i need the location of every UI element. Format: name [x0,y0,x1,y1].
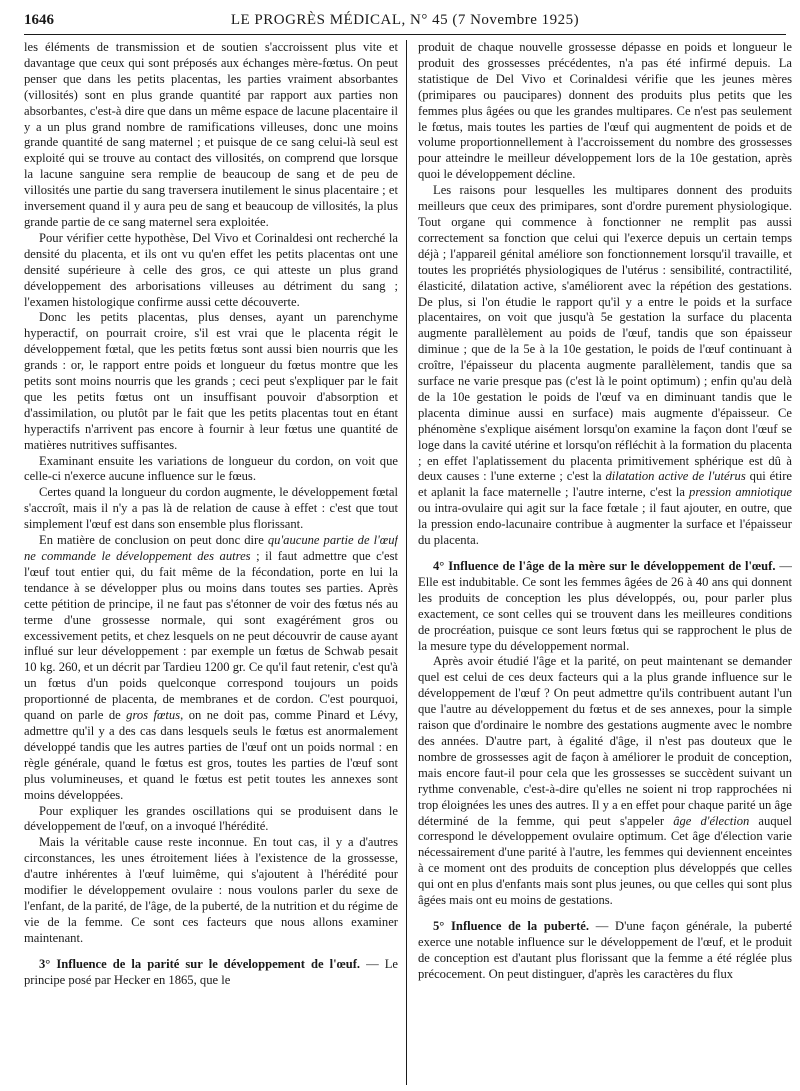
paragraph [24,40,398,231]
page-number: 1646 [24,12,54,28]
text-run: Après avoir étudié l'âge et la parité, on peut maintenant se demander quel est celui de ces deux facteurs qui a la plus grande influence sur le développement de l'œuf ? On peut admettre qu'ils contribuent autant l'un que l'autre au développement du fœtus et de ses annexes, pour la simple raison que d'ordinaire le nombre des gestations augmente avec le nombre des années. D'autre part, à égalité d'âge, il n'est pas douteux que le nombre de grossesses agit de façon à améliorer le produit de conception, mais encore faut-il pour cela que les grossesses se succèdent suivant un rythme convenable, c'est-à-dire qu'elles ne soient ni trop rapprochées ni trop éloignées les unes des autres. Il y a en effet pour chaque parité un âge déterminé de la femme, qui peut s'appeler [418,654,792,828]
paragraph [24,454,398,486]
emphasis: âge d'élection [673,813,750,828]
paragraph [24,835,398,946]
section-heading: 3° Influence de la parité sur le développement de l'œuf. [39,956,361,971]
right-column [418,40,792,1085]
paragraph [24,485,398,533]
emphasis: qu'aucune partie de l'œuf ne commande le développement des autres [24,533,398,563]
paragraph [24,533,398,803]
text-run: — Elle est indubitable. Ce sont les femmes âgées de 26 à 40 ans qui donnent les produits de conception les plus développés, ou, pour parler plus exactement, ce sont celles qui se trouvent dans les meilleures conditions de procréation, puisque ce sont leurs fœtus qui se rapprochent le plus de la mesure type du développement normal. [418,559,792,653]
paragraph [24,231,398,311]
paragraph [24,804,398,836]
text-run: — D'une façon générale, la puberté exerce une notable influence sur le développement de l'œuf, et le produit de conception est d'autant plus florissant que la femme a été réglée plus précocement. On peut distinguer, d'après les caractères du flux [418,918,792,981]
paragraph [418,654,792,909]
text-run: En matière de conclusion on peut donc dire [39,533,268,548]
emphasis: pression amniotique [689,485,792,500]
page-header [24,10,786,35]
text-run: — Le principe posé par Hecker en 1865, que le [24,956,398,987]
section-heading: 5° Influence de la puberté. [433,918,590,933]
text-run: auquel correspond le développement ovulaire optimum. Cet âge d'élection varie nécessairement d'une parité à l'autre, les femmes qui deviennent enceintes à ce moment ont des produits de conception plus développés que celles qui ont en plus d'enfants mais sont plus jeunes, ou que celles qui sont plus âgées mais ont eu moins de gestations. [418,813,792,908]
column-divider [406,40,407,1085]
section-heading: 4° Influence de l'âge de la mère sur le développement de l'œuf. [433,559,776,573]
section-paragraph [418,919,792,983]
section-paragraph [24,957,398,989]
text-run: Pour expliquer les grandes oscillations qui se produisent dans le développement de l'œuf, on a invoqué l'hérédité. [24,803,398,834]
section-paragraph [418,559,792,654]
left-column [24,40,398,1085]
text-run: Certes quand la longueur du cordon augmente, le développement fœtal s'accroît, mais il n'y a pas là de relation de cause à effet : c'est que tout simplement l'œuf est dans son ensemble plus florissant. [24,485,398,532]
text-run: ou intra-ovulaire qui agit sur la face fœtale ; il faut ajouter, en outre, que la pression endo-lacunaire contribue à augmenter la surface et l'épaisseur du placenta. [418,501,792,548]
paragraph [418,40,792,183]
text-run: les éléments de transmission et de soutien s'accroissent plus vite et davantage que ceux qui sont préposés aux échanges mère-fœtus. On peut penser que dans les petits placentas, les parties vraiment absorbantes (villosités) sont en plus grande quantité par rapport aux parties non absorbantes, c'est-à dire que dans un même espace de lacune placentaire il y a un plus grand nombre de ramifications villeuses, donc une moins grande quantité de sang maternel ; et puisque de ce sang celui-là seul est exploité qui se trouve au contact des villosités, on comprend que lorsque la lacune sanguine sera remplie de beaucoup de sang et de peu de villosités une partie du sang traversera inutilement le sinus placentaire ; et inversement quand il y aura peu de sang et beaucoup de villosités, la plus grande partie de ce sang maternel sera exploitée. [24,40,398,229]
emphasis: dilatation active de l'utérus [605,469,746,484]
text-run: Mais la véritable cause reste inconnue. En tout cas, il y a d'autres circonstances, les unes étroitement liées à l'existence de la grossesse, d'autre inhérentes à l'œuf luimême, qui s'ajoutent à l'hérédité pour modifier le développement ovulaire : nous voulons parler du sexe de l'enfant, de la parité, de l'âge, de la puberté, de la nutrition et du régime de vie de la femme. Ce sont ces facteurs que nous allons examiner maintenant. [24,835,398,945]
running-title: LE PROGRÈS MÉDICAL, N° 45 (7 Novembre 1925) [230,12,580,28]
text-run: Pour vérifier cette hypothèse, Del Vivo et Corinaldesi ont recherché la densité du placenta, et ils ont vu qu'en effet les petits placentas ont une densité supérieure à celle des gros, ce qui atteste un plus grand développement des arborisations villeuses au détriment du sang ; l'examen histologique confirme aussi cette découverte. [24,230,398,309]
text-run: , on ne doit pas, comme Pinard et Lévy, admettre qu'il y a des cas dans lesquels seuls le fœtus est anormalement développé tandis que les autres parties de l'œuf ont un poids normal : en règle générale, quand le fœtus est gros, toutes les parties de l'œuf sont plus volumineuses, et quand le fœtus est petit toutes les annexes sont moins développées. [24,708,398,802]
emphasis: gros fœtus [126,708,181,723]
paragraph [24,310,398,453]
text-run: ; il faut admettre que c'est l'œuf tout entier qui, du fait même de la fécondation, porte en lui la tendance à se développer plus ou moins dans toutes ses parties. Après cette pétition de principe, il ne faut pas s'étonner de voir des fœtus nés au terme d'une grossesse normale, qui sont exagérément gros ou excessivement petits, et chez lesquels on ne peut découvrir de cause ayant influé sur leur développement : par exemple un fœtus de Schwab pesait 10 kg. 260, et un décrit par Tardieu 1200 gr. Ce qu'il faut retenir, c'est qu'à un fœtus d'un poids quelconque correspond toujours un poids proportionné de placenta, de membranes et de cordon. C'est pourquoi, quand on parle de [24,549,398,723]
text-run: Les raisons pour lesquelles les multipares donnent des produits meilleurs que ceux des primipares, sont d'ordre purement physiologique. Tout organe qui commence à fonctionner ne remplit pas aussi correctement sa fonction que celui qui l'exerce depuis un certain temps déjà ; l'appareil génital améliore son fonctionnement lorsqu'il travaille, et toutes les propriétés physiologiques de l'utérus : sensibilité, contractilité, élasticité, dilatation active, s'améliorent avec la répétion des gestations. De plus, si l'on étudie le rapport qu'il y a entre le poids et la surface placentaires, on voit que jusqu'à 5e gestation la surface du placenta augmente parallèlement au poids de l'œuf, tandis que son épaisseur diminue ; que de la 5e à la 10e gestation, le poids de l'œuf continuant à croître, l'épaisseur du placenta augmente parallèlement, tandis que sa surface ne varie presque pas (c'est là le point optimum) ; enfin qu'au delà de la 10e gestation le poids de l'œuf va en diminuant tandis que le placenta diminue aussi en surface) mais augmente d'épaisseur. Ce phénomène s'explique aisément lorsqu'on examine la façon dont l'œuf se loge dans la cavité utérine et lorsqu'on réfléchit à la formation du placenta ; en effet l'aplatissement du placenta primitivement sphérique est dû à deux causes : l'une externe ; c'est la [418,183,792,484]
text-run: Examinant ensuite les variations de longueur du cordon, on voit que celle-ci n'exerce aucune influence sur le fœus. [24,453,398,484]
text-run: Donc les petits placentas, plus denses, ayant un parenchyme hyperactif, on pourrait croire, s'il est vrai que le placenta régit le développement fœtal, que les petits fœtus sont aussi bien nourris que les grands : or, le rapport entre poids et longueur du fœtus montre que les petits sont moins nourris que les grands ; ceci peut s'expliquer par le fait que les petits fœtus ont un insuffisant pouvoir d'absorption et d'assimilation, ou plutôt par le fait que les petits placentas tout en étant hyperactifs n'arrivent pas encore à fournir à leur fœtus une quantité de matières nutritives suffisantes. [24,310,398,452]
paragraph [418,183,792,549]
text-run: produit de chaque nouvelle grossesse dépasse en poids et longueur le produit des grossesses précédentes, n'a pas été infirmé depuis. La statistique de Del Vivo et Corinaldesi vérifie que les jeunes mères (primipares ou paucipares) donnent des produits plus petits que les femmes plus âgées ou que les grandes multipares. Ce n'est pas seulement le fœtus, mais toutes les parties de l'œuf qui augmentent de poids et de volume proportionnellement à l'accroissement du nombre des grossesses pour atteindre le meilleur développement lors de la 10e gestation, après quoi le développement décline. [418,40,792,182]
text-run: qui étire et aplanit la face maternelle ; l'autre interne, c'est la [418,469,792,500]
